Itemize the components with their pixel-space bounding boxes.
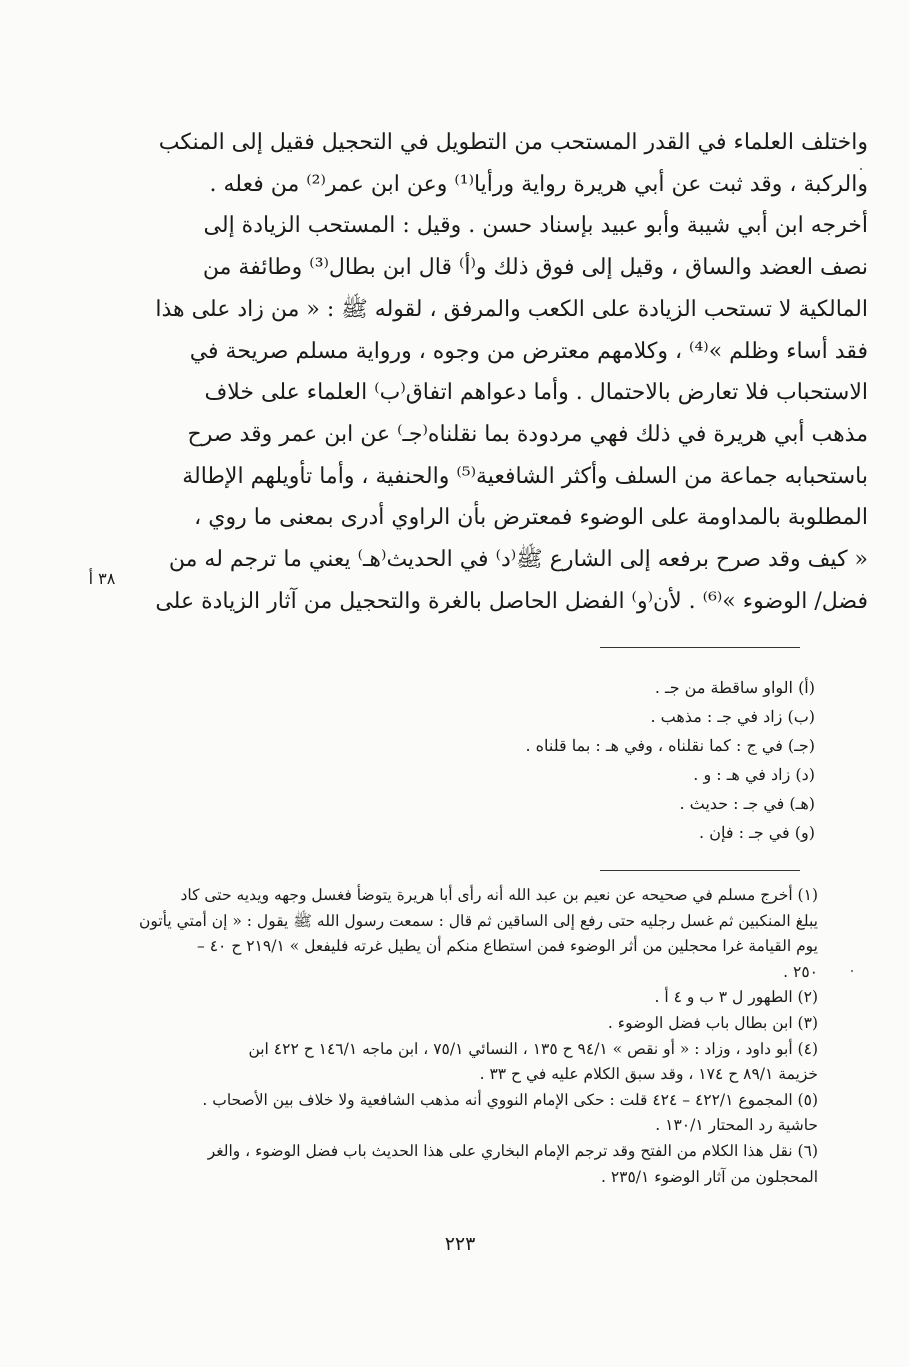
main-text-line: المطلوبة بالمداومة على الوضوء فمعترض بأن الراوي أدرى بمعنى ما روي ،: [194, 505, 868, 531]
footnote-line: يوم القيامة غرا محجلين من أثر الوضوء فمن استطاع منكم أن يطيل غرته فليفعل » ٢١٩/١ ح ٤٠ –: [197, 937, 818, 956]
footnote-line: المحجلون من آثار الوضوء ٢٣٥/١ .: [600, 1167, 818, 1186]
footnote-line: (٤) أبو داود ، وزاد : « أو نقص » ٩٤/١ ح ١٣٥ ، النسائي ٧٥/١ ، ابن ماجه ١٤٦/١ ح ٤٢٢ ابن: [248, 1039, 818, 1058]
main-text-line: فقد أساء وظلم »⁽⁴⁾ ، وكلامهم معترض من وجوه ، ورواية مسلم صريحة في: [189, 338, 868, 364]
footnote-line: (٣) ابن بطال باب فضل الوضوء .: [607, 1013, 818, 1032]
main-text-line: الاستحباب فلا تعارض بالاحتمال . وأما دعواهم اتفاق⁽ب⁾ العلماء على خلاف: [204, 380, 868, 406]
main-text-line: فضل/ الوضوء »⁽⁶⁾ . لأن⁽و⁾ الفضل الحاصل بالغرة والتحجيل من آثار الزيادة على: [155, 588, 868, 614]
page-number: ٢٢٣: [444, 1233, 476, 1255]
footnote-line: (٦) نقل هذا الكلام من الفتح وقد ترجم الإمام البخاري على هذا الحديث باب فضل الوضوء ، والغر: [207, 1141, 818, 1160]
main-text-line: المالكية لا تستحب الزيادة على الكعب والمرفق ، لقوله ﷺ : « من زاد على هذا: [155, 296, 868, 322]
variant-note: (أ) الواو ساقطة من جـ .: [654, 678, 815, 697]
main-text-line: « كيف وقد صرح برفعه إلى الشارع ﷺ⁽د⁾ في الحديث⁽هـ⁾ يعني ما ترجم له من: [168, 547, 868, 573]
variant-note: (و) في جـ : فإن .: [699, 823, 815, 842]
footnote-line: حاشية رد المحتار ١٣٠/١ .: [655, 1116, 818, 1135]
footnote-line: ٢٥٠ .: [783, 962, 818, 981]
footnote-line: خزيمة ٨٩/١ ح ١٧٤ ، وقد سبق الكلام عليه في ح ٣٣ .: [479, 1065, 818, 1084]
footnote-line: (٢) الطهور ل ٣ ب و ٤ أ .: [654, 988, 818, 1007]
main-text-line: أخرجه ابن أبي شيبة وأبو عبيد بإسناد حسن . وقيل : المستحب الزيادة إلى: [203, 213, 868, 239]
footnote-line: (٥) المجموع ٤٢٢/١ – ٤٢٤ قلت : حكى الإمام النووي أنه مذهب الشافعية ولا خلاف بين الأصحاب .: [202, 1090, 818, 1109]
main-text-block: [138, 122, 868, 622]
variant-notes-block: [400, 673, 815, 847]
variant-note: (ب) زاد في جـ : مذهب .: [650, 707, 815, 726]
footnote-line: (١) أخرج مسلم في صحيحه عن نعيم بن عبد الله أنه رأى أبا هريرة يتوضأ فغسل وجهه ويديه حتى كاد: [180, 886, 818, 904]
main-text-line: والركبة ، وقد ثبت عن أبي هريرة رواية ورأيا⁽¹⁾ وعن ابن عمر⁽²⁾ من فعله .: [209, 171, 868, 197]
footnote-line: يبلغ المنكبين ثم غسل رجليه حتى رفع إلى الساقين ثم قال : سمعت رسول الله ﷺ يقول : « إن أمتي يأتون: [138, 911, 818, 930]
main-text-line: نصف العضد والساق ، وقيل إلى فوق ذلك و⁽أ⁾ قال ابن بطال⁽³⁾ وطائفة من: [202, 255, 868, 281]
variant-note: (جـ) في ج : كما نقلناه ، وفي هـ : بما قلناه .: [525, 736, 815, 755]
main-text-line: واختلف العلماء في القدر المستحب من التطويل في التحجيل فقيل إلى المنكب: [158, 130, 868, 155]
variant-note: (هـ) في جـ : حديث .: [679, 794, 815, 813]
main-text-line: باستحبابه جماعة من السلف وأكثر الشافعية⁽⁵⁾ والحنفية ، وأما تأويلهم الإطالة: [182, 463, 868, 489]
variant-note: (د) زاد في هـ : و .: [693, 765, 815, 784]
scan-speck: [851, 970, 853, 972]
footnotes-block: [138, 883, 818, 1190]
manuscript-folio-marker: ٣٨ أ: [88, 569, 116, 588]
footnote-divider: [600, 870, 800, 871]
footnote-divider: [600, 647, 800, 648]
main-text-line: مذهب أبي هريرة في ذلك فهي مردودة بما نقلناه⁽جـ⁾ عن ابن عمر وقد صرح: [187, 421, 868, 447]
